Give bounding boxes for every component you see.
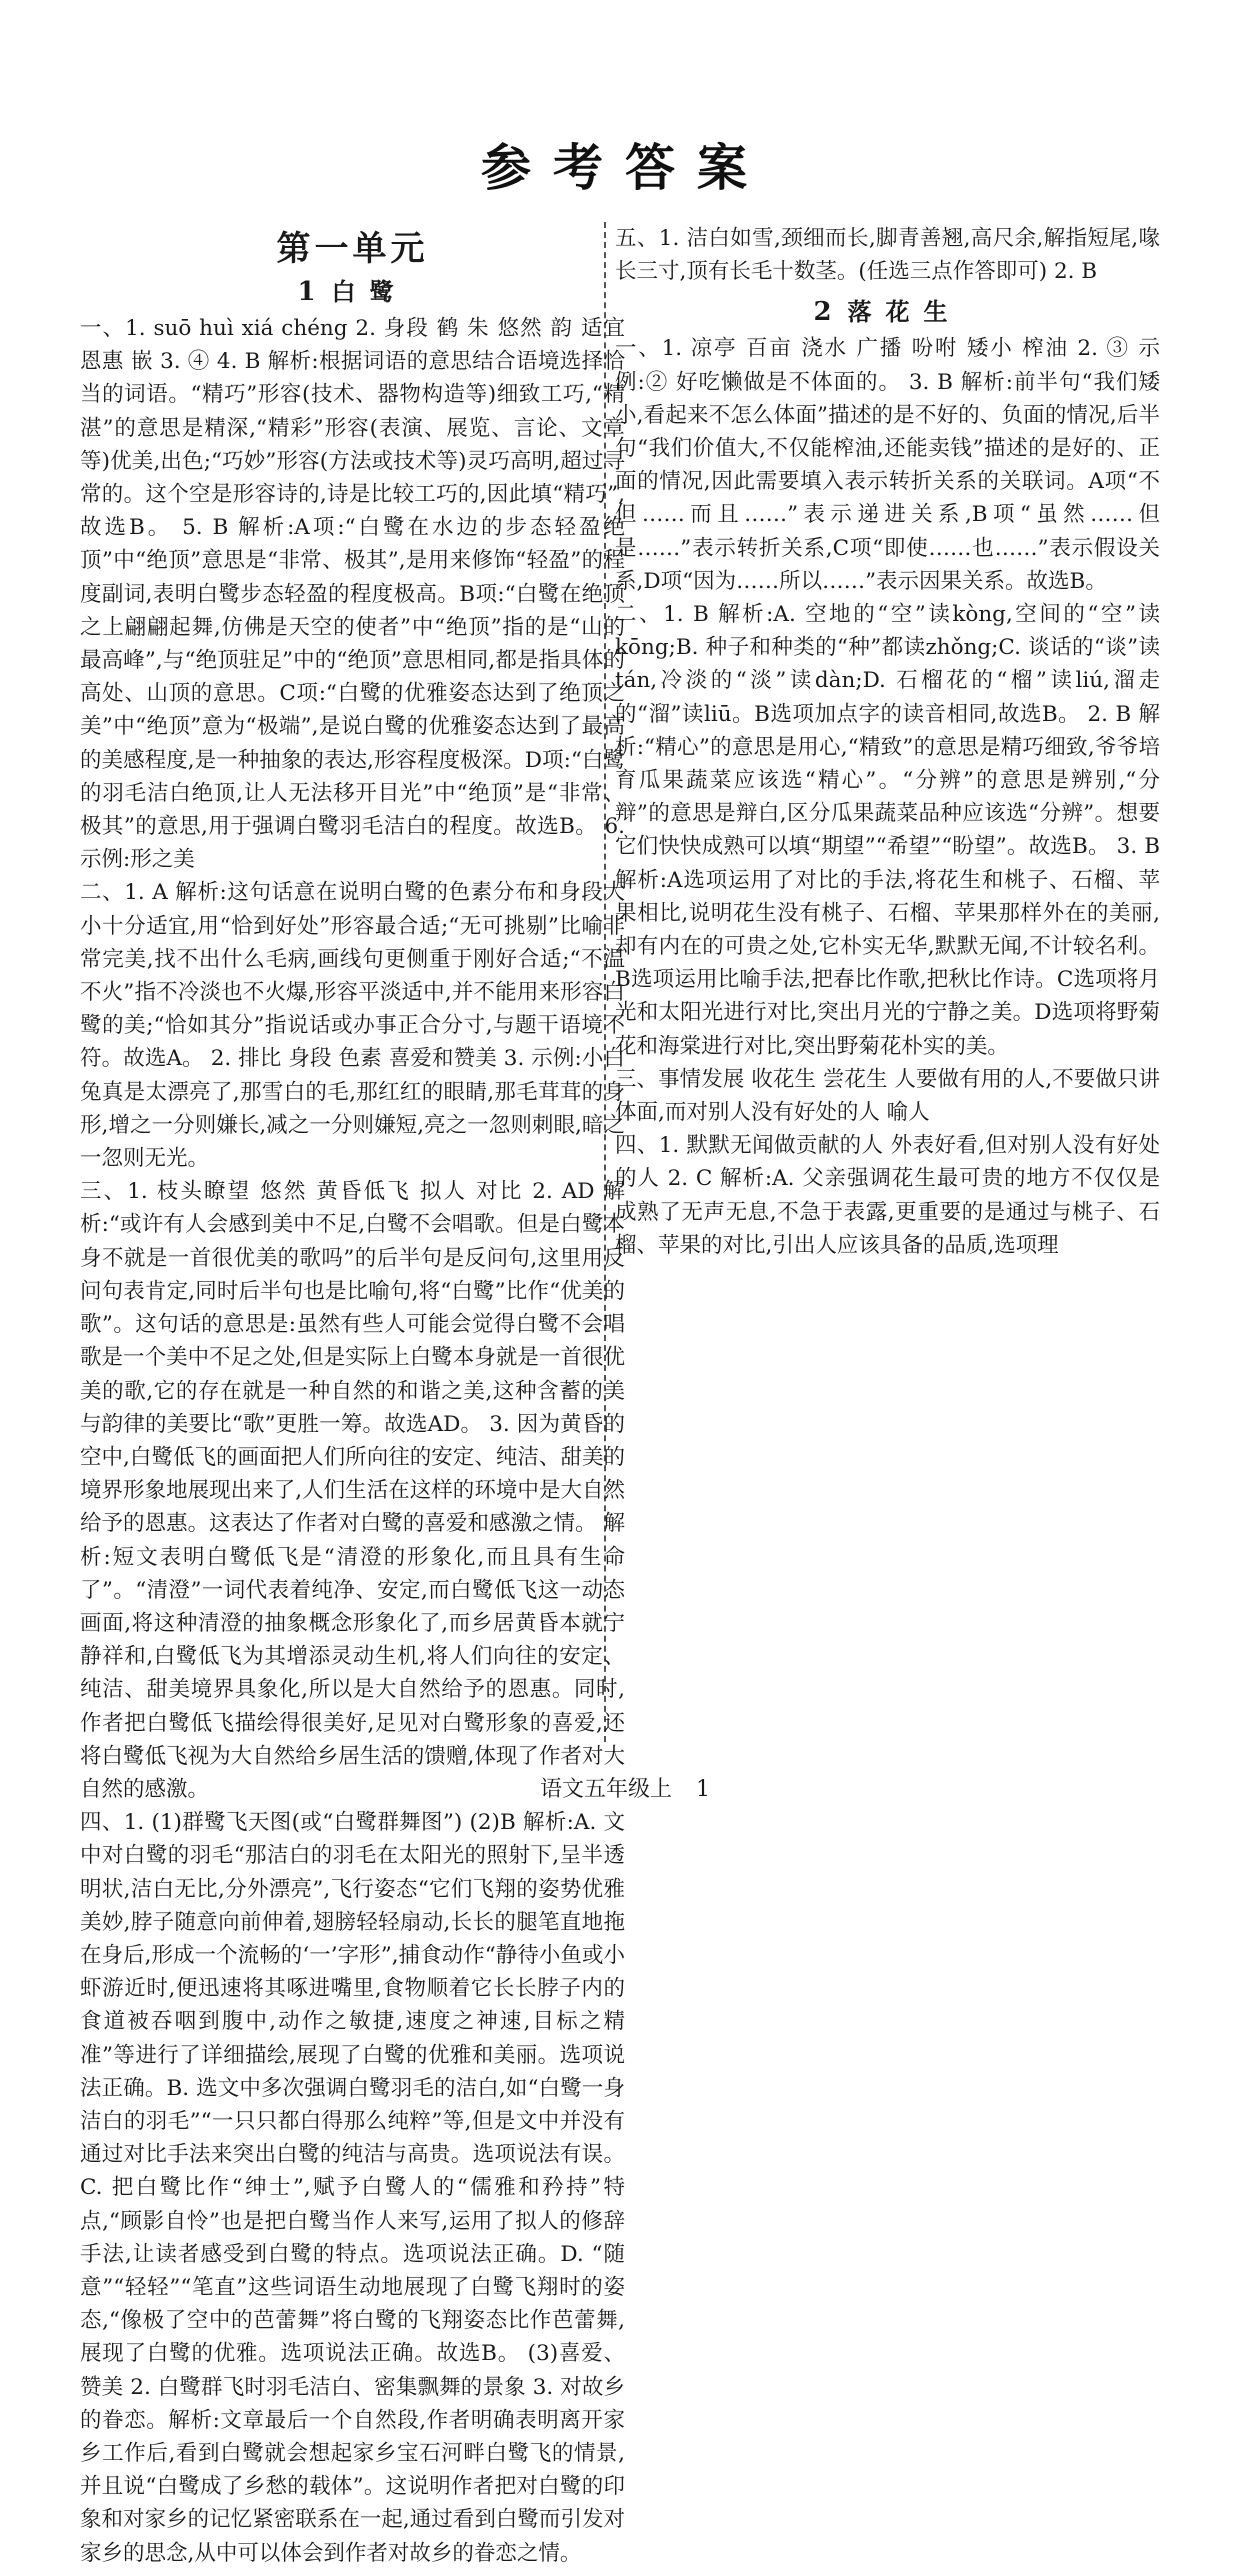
lesson-2-section-1: 一、1. 凉亭 百亩 浇水 广播 吩咐 矮小 榨油 2. ③ 示例:② 好吃懒做是不体面的。 3. B 解析:前半句“我们矮小,看起来不怎么体面”描述的是不好的、负面的情况,后半句“我们价值大,不仅能榨油,还能卖钱”描述的是好的、正面的情况,因此需要填入表示转折关系的关联词。A项“不但……而且……”表示递进关系,B项“虽然……但是……”表示转折关系,C项“即使……也……”表示假设关系,D项“因为……所以……”表示因果关系。故选B。	[615, 336, 1160, 594]
lesson-2-name: 落花生	[847, 297, 962, 327]
lesson-1-title	[80, 274, 625, 310]
lesson-1-section-1: 一、1. suō huì xiá chéng 2. 身段 鹤 朱 悠然 韵 适宜 恩惠 嵌 3. ④ 4. B 解析:根据词语的意思结合语境选择恰当的词语。“精巧”形容(技术、器物构造等)细致工巧,“精湛”的意思是精深,“精彩”形容(表演、展览、言论、文章等)优美,出色;“巧妙”形容(方法或技术等)灵巧高明,超过寻常的。这个空是形容诗的,诗是比较工巧的,因此填“精巧”,故选B。 5. B 解析:A项:“白鹭在水边的步态轻盈绝顶”中“绝顶”意思是“非常、极其”,是用来修饰“轻盈”的程度副词,表明白鹭步态轻盈的程度极高。B项:“白鹭在绝顶之上翩翩起舞,仿佛是天空的使者”中“绝顶”指的是“山的最高峰”,与“绝顶驻足”中的“绝顶”意思相同,都是指具体的高处、山顶的意思。C项:“白鹭的优雅姿态达到了绝顶之美”中“绝顶”意为“极端”,是说白鹭的优雅姿态达到了最高的美感程度,是一种抽象的表达,形容程度极深。D项:“白鹭的羽毛洁白绝顶,让人无法移开目光”中“绝顶”是“非常、极其”的意思,用于强调白鹭羽毛洁白的程度。故选B。 6. 示例:形之美	[80, 316, 625, 873]
footer-subject: 语文五年级上	[539, 1777, 672, 1802]
lesson-2-section-2: 二、1. B 解析:A. 空地的“空”读kòng,空间的“空”读kōng;B. 种子和种类的“种”都读zhǒng;C. 谈话的“谈”读tán,冷淡的“淡”读dàn;D. 石榴花的“榴”读liú,溜走的“溜”读liū。B选项加点字的读音相同,故选B。 2. B 解析:“精心”的意思是用心,“精致”的意思是精巧细致,爷爷培育瓜果蔬菜应该选“精心”。“分辨”的意思是辨别,“分辩”的意思是辩白,区分瓜果蔬菜品种应该选“分辨”。想要它们快快成熟可以填“期望”“希望”“盼望”。故选B。 3. B 解析:A选项运用了对比的手法,将花生和桃子、石榴、苹果相比,说明花生没有桃子、石榴、苹果那样外在的美丽,却有内在的可贵之处,它朴实无华,默默无闻,不计较名利。B选项运用比喻手法,把春比作歌,把秋比作诗。C选项将月光和太阳光进行对比,突出月光的宁静之美。D选项将野菊花和海棠进行对比,突出野菊花朴实的美。	[615, 602, 1160, 1059]
unit-title: 第一单元	[276, 229, 429, 269]
right-column	[615, 222, 1160, 1742]
lesson-2-section-4: 四、1. 默默无闻做贡献的人 外表好看,但对别人没有好处的人 2. C 解析:A. 父亲强调花生最可贵的地方不仅仅是成熟了无声无息,不急于表露,更重要的是通过与桃子、石榴、苹果的对比,引出人应该具备的品质,选项理	[615, 1133, 1160, 1258]
lesson-1-number: 1	[297, 277, 316, 307]
lesson-2-section-3: 三、事情发展 收花生 尝花生 人要做有用的人,不要做只讲体面,而对别人没有好处的人 喻人	[615, 1066, 1160, 1126]
lesson-2-title	[615, 294, 1160, 330]
lesson-1-section-2: 二、1. A 解析:这句话意在说明白鹭的色素分布和身段大小十分适宜,用“恰到好处”形容最合适;“无可挑剔”比喻非常完美,找不出什么毛病,画线句更侧重于刚好合适;“不温不火”指不冷淡也不火爆,形容平淡适中,并不能用来形容白鹭的美;“恰如其分”指说话或办事正合分寸,与题干语境不符。故选A。 2. 排比 身段 色素 喜爱和赞美 3. 示例:小白兔真是太漂亮了,那雪白的毛,那红红的眼睛,那毛茸茸的身形,增之一分则嫌长,减之一分则嫌短,亮之一忽则刺眼,暗之一忽则无光。	[80, 880, 625, 1172]
lesson-1-name: 白鹭	[331, 277, 408, 306]
page-title: 参考答案	[481, 138, 769, 197]
lesson-1-section-4: 四、1. (1)群鹭飞天图(或“白鹭群舞图”) (2)B 解析:A. 文中对白鹭的羽毛“那洁白的羽毛在太阳光的照射下,呈半透明状,洁白无比,分外漂亮”,飞行姿态“它们飞翔的姿势优雅美妙,脖子随意向前伸着,翅膀轻轻扇动,长长的腿笔直地拖在身后,形成一个流畅的‘一’字形”,捕食动作“静待小鱼或小虾游近时,便迅速将其啄进嘴里,食物顺着它长长脖子内的食道被吞咽到腹中,动作之敏捷,速度之神速,目标之精准”等进行了详细描绘,展现了白鹭的优雅和美丽。选项说法正确。B. 选文中多次强调白鹭羽毛的洁白,如“白鹭一身洁白的羽毛”“一只只都白得那么纯粹”等,但是文中并没有通过对比手法来突出白鹭的纯洁与高贵。选项说法有误。C. 把白鹭比作“绅士”,赋予白鹭人的“儒雅和矜持”特点,“顾影自怜”也是把白鹭当作人来写,运用了拟人的修辞手法,让读者感受到白鹭的特点。选项说法正确。D. “随意”“轻轻”“笔直”这些词语生动地展现了白鹭飞翔时的姿态,“像极了空中的芭蕾舞”将白鹭的飞翔姿态比作芭蕾舞,展现了白鹭的优雅。选项说法正确。故选B。 (3)喜爱、赞美 2. 白鹭群飞时羽毛洁白、密集飘舞的景象 3. 对故乡的眷恋。解析:文章最后一个自然段,作者明确表明离开家乡工作后,看到白鹭就会想起家乡宝石河畔白鹭飞的情景,并且说“白鹭成了乡愁的载体”。这说明作者把对白鹭的印象和对家乡的记忆紧密联系在一起,通过看到白鹭而引发对家乡的思念,从中可以体会到作者对故乡的眷恋之情。	[80, 1810, 625, 2566]
page-number: 1	[696, 1777, 710, 1802]
page-footer	[0, 1772, 1250, 1803]
lesson-1-section-5: 五、1. 洁白如雪,颈细而长,脚青善翘,高尺余,解指短尾,喙长三寸,顶有长毛十数茎。(任选三点作答即可) 2. B	[615, 226, 1160, 285]
lesson-1-section-3: 三、1. 枝头瞭望 悠然 黄昏低飞 拟人 对比 2. AD 解析:“或许有人会感到美中不足,白鹭不会唱歌。但是白鹭本身不就是一首很优美的歌吗”的后半句是反问句,这里用反问句表肯定,同时后半句也是比喻句,将“白鹭”比作“优美的歌”。这句话的意思是:虽然有些人可能会觉得白鹭不会唱歌是一个美中不足之处,但是实际上白鹭本身就是一首很优美的歌,它的存在就是一种自然的和谐之美,这种含蓄的美与韵律的美要比“歌”更胜一筹。故选AD。 3. 因为黄昏的空中,白鹭低飞的画面把人们所向往的安定、纯洁、甜美的境界形象地展现出来了,人们生活在这样的环境中是大自然给予的恩惠。这表达了作者对白鹭的喜爱和感激之情。 解析:短文表明白鹭低飞是“清澄的形象化,而且具有生命了”。“清澄”一词代表着纯净、安定,而白鹭低飞这一动态画面,将这种清澄的抽象概念形象化了,而乡居黄昏本就宁静祥和,白鹭低飞为其增添灵动生机,将人们向往的安定、纯洁、甜美境界具象化,所以是大自然给予的恩惠。同时,作者把白鹭低飞描绘得很美好,足见对白鹭形象的喜爱,还将白鹭低飞视为大自然给乡居生活的馈赠,体现了作者对大自然的感激。	[80, 1179, 625, 1802]
lesson-2-number: 2	[813, 297, 832, 328]
